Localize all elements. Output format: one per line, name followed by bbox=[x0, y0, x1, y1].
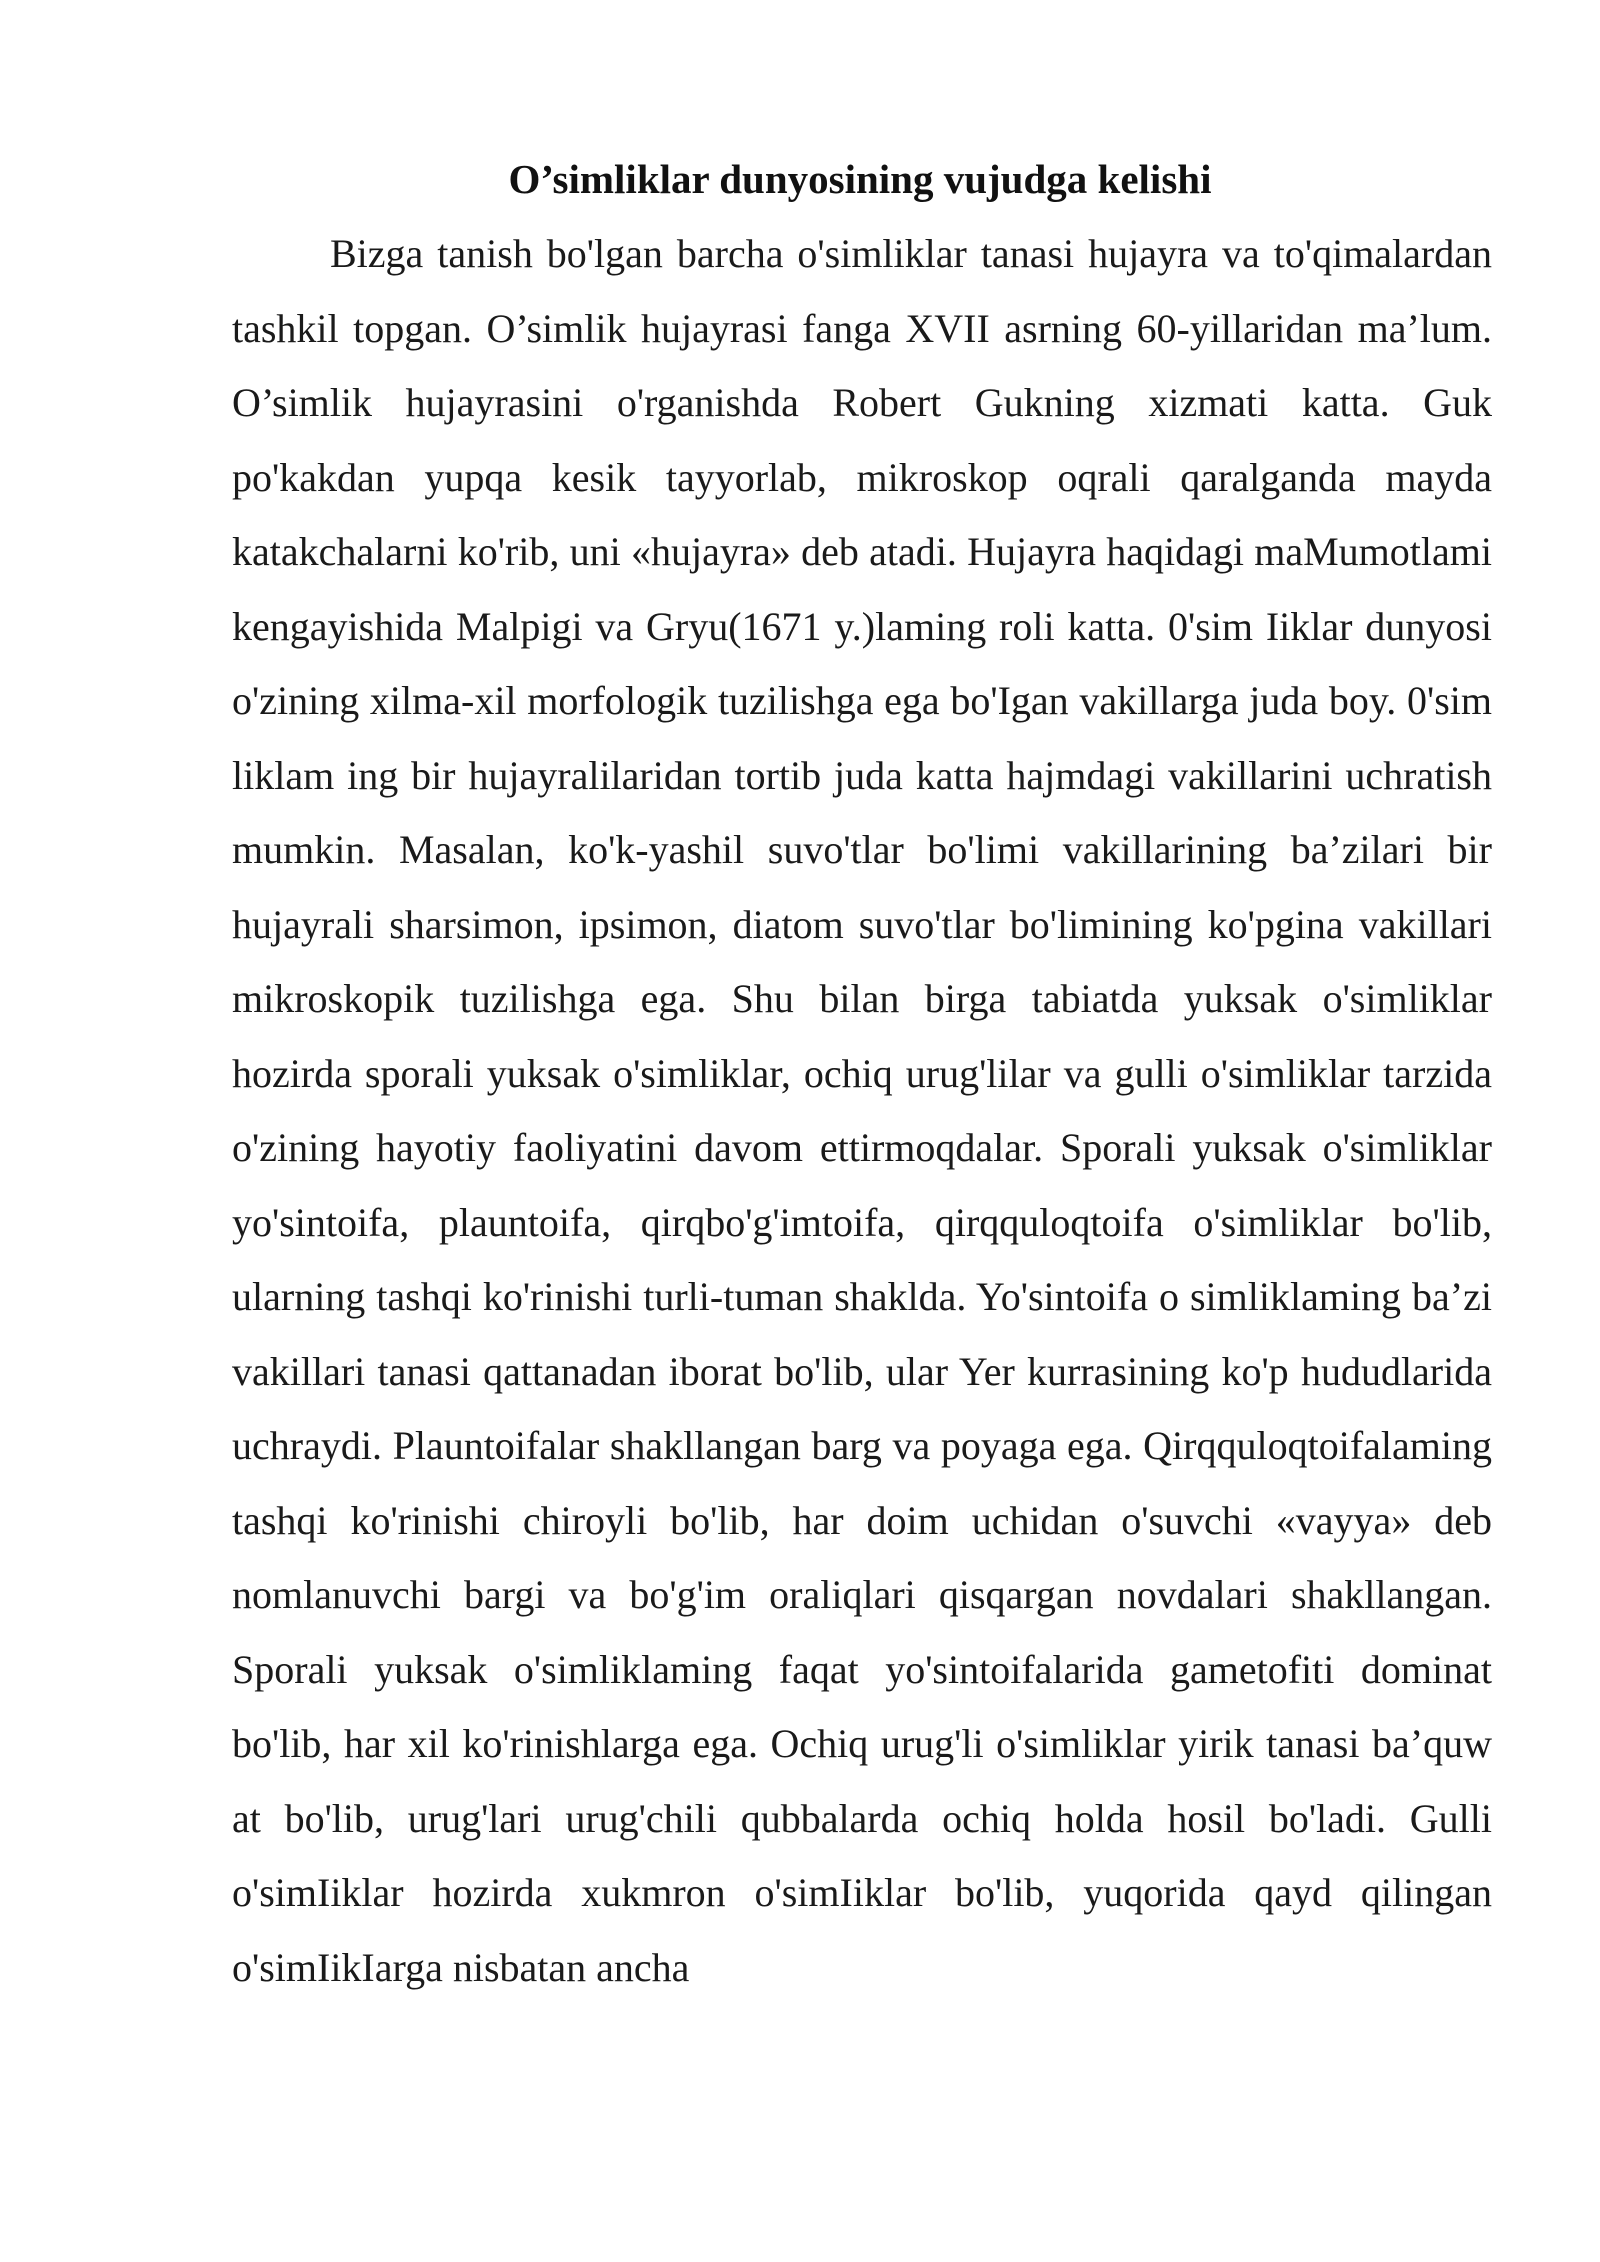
document-title: O’simliklar dunyosining vujudga kelishi bbox=[508, 156, 1212, 202]
body-paragraph: Bizga tanish bo'lgan barcha o'simliklar tanasi hujayra va to'qimalardan tashkil topgan. O’simlik hujayrasi fanga XVII asrning 60-yillaridan ma’lum. O’simlik hujayrasini o'rganishda Robert Gukning xizmati katta. Guk po'kakdan yupqa kesik tayyorlab, mikroskop oqrali qaralganda mayda katakchalarni ko'rib, uni «hujayra» deb atadi. Hujayra haqidagi maMumotlami kengayishida Malpigi va Gryu(1671 y.)laming roli katta. 0'sim Iiklar dunyosi o'zining xilma-xil morfologik tuzilishga ega bo'Igan vakillarga juda boy. 0'sim liklam ing bir hujayralilaridan tortib juda katta hajmdagi vakillarini uchratish mumkin. Masalan, ko'k-yashil suvo'tlar bo'limi vakillarining ba’zilari bir hujayrali sharsimon, ipsimon, diatom suvo'tlar bo'limining ko'pgina vakillari mikroskopik tuzilishga ega. Shu bilan birga tabiatda yuksak o'simliklar hozirda sporali yuksak o'simliklar, ochiq urug'lilar va gulli o'simliklar tarzida o'zining hayotiy faoliyatini davom ettirmoqdalar. Sporali yuksak o'simliklar yo'sintoifa, plauntoifa, qirqbo'g'imtoifa, qirqquloqtoifa o'simliklar bo'lib, ularning tashqi ko'rinishi turli-tuman shaklda. Yo'sintoifa o simliklaming ba’zi vakillari tanasi qattanadan iborat bo'lib, ular Yer kurrasining ko'p hududlarida uchraydi. Plauntoifalar shakllangan barg va poyaga ega. Qirqquloqtoifalaming tashqi ko'rinishi chiroyli bo'lib, har doim uchidan o'suvchi «vayya» deb nomlanuvchi bargi va bo'g'im oraliqlari qisqargan novdalari shakllangan. Sporali yuksak o'simliklaming faqat yo'sintoifalarida gametofiti dominat bo'lib, har xil ko'rinishlarga ega. Ochiq urug'li o'simliklar yirik tanasi ba’quw at bo'lib, urug'lari urug'chili qubbalarda ochiq holda hosil bo'ladi. Gulli o'simIiklar hozirda xukmron o'simIiklar bo'lib, yuqorida qayd qilingan o'simIikIarga nisbatan ancha bbox=[232, 231, 1492, 1990]
